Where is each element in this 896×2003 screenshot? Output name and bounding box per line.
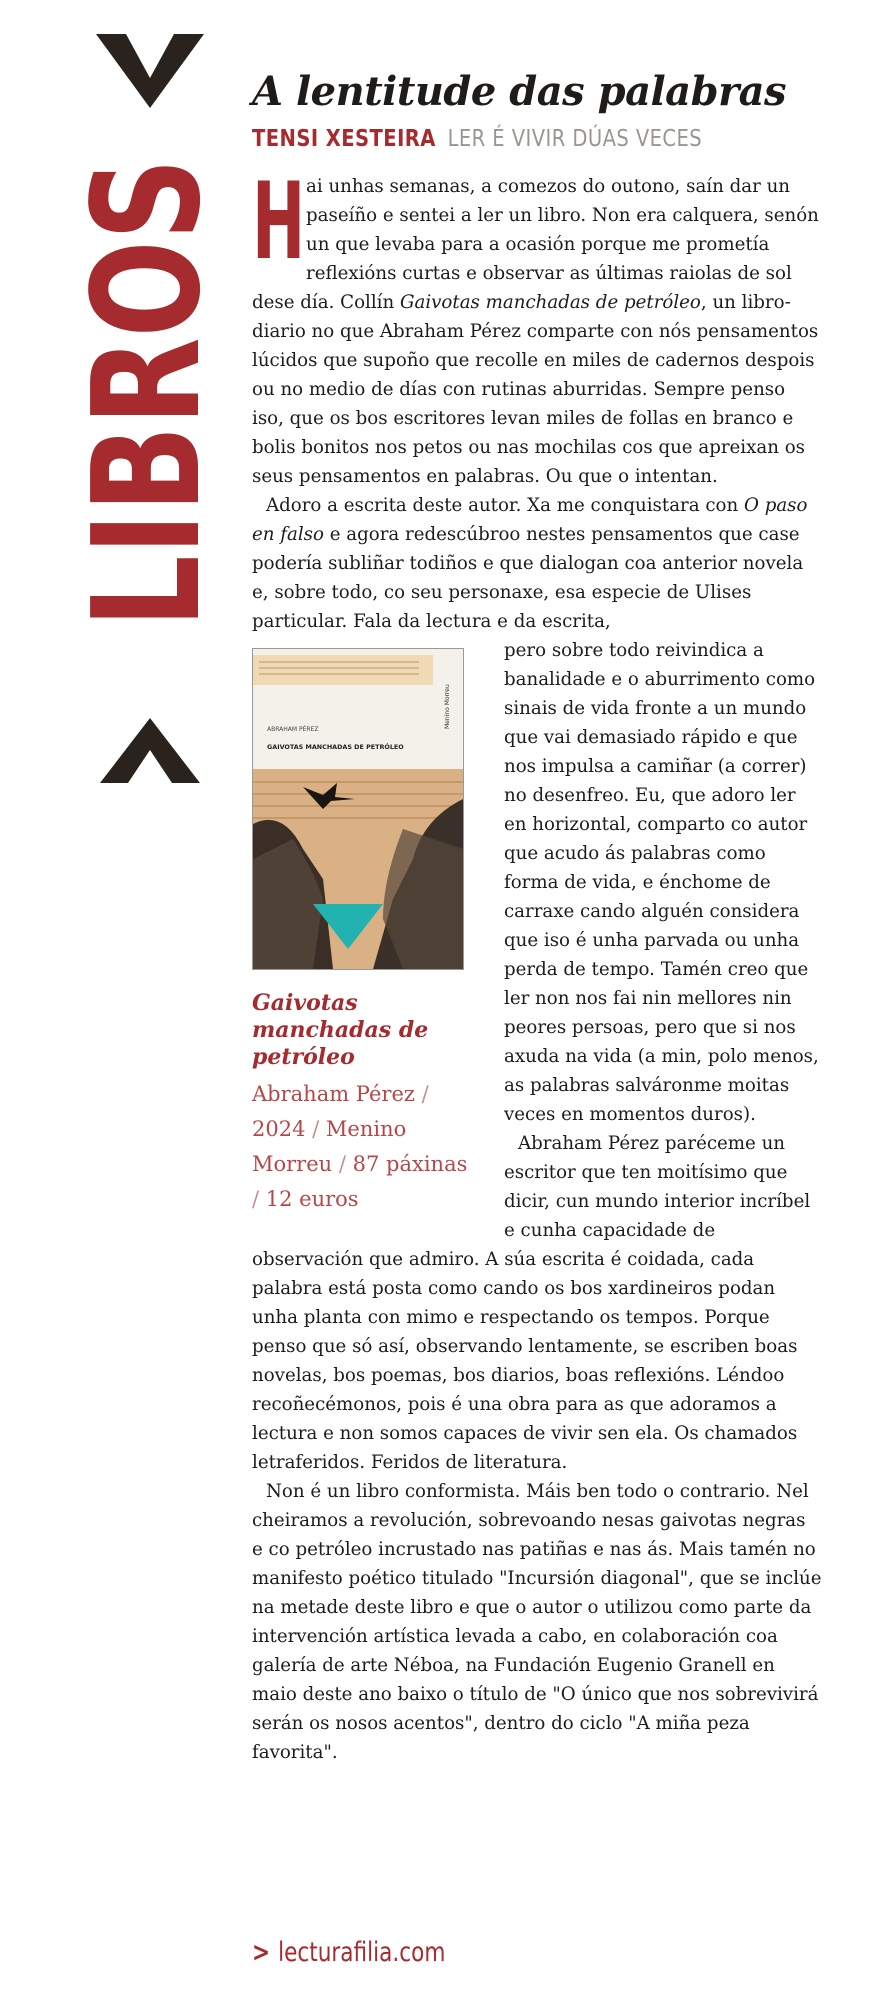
book-price: 12 euros — [265, 1187, 359, 1211]
separator: / — [338, 1152, 353, 1176]
footer-link-text[interactable]: lecturafilia.com — [278, 1937, 446, 1968]
section-label — [61, 19, 233, 808]
chevron-down-icon — [96, 34, 204, 108]
book-details — [252, 1077, 480, 1217]
headline: A lentitude das palabras — [252, 68, 787, 115]
paragraph-2 — [252, 491, 822, 636]
paragraph-1-book-title: Gaivotas manchadas de petróleo — [399, 292, 701, 313]
separator: / — [312, 1117, 326, 1141]
cover-title: GAIVOTAS MANCHADAS DE PETRÓLEO — [267, 743, 404, 751]
cover-author: ABRAHAM PÉREZ — [267, 726, 319, 733]
paragraph-2-continued: pero sobre todo reivindica a banalidade e o aburrimento como sinais de vida fronte a un mundo que vai demasiado rápido e que nos impulsa a camiñar (a correr) no desenfreo. Eu, que adoro ler en horizontal, comparto co autor que acudo ás palabras como forma de vida, e énchome de carraxe cando alguén considera que iso é unha parvada ou unha perda de tempo. Tamén creo que ler non nos fai nin mellores nin peores persoas, pero que si nos axuda na vida (a min, polo menos, as palabras salváronme moitas veces en momentos duros). — [504, 640, 819, 1125]
separator: / — [252, 1187, 266, 1211]
paragraph-2-rest-a: e agora redescúbroo nestes pensamentos que case podería subliñar todiños e que dialogan coa anterior novela e, sobre todo, co seu personaxe, esa especie de Ulises particular. Fala da lectura e da escrita, — [252, 524, 804, 632]
footer-link[interactable] — [252, 1937, 445, 1968]
book-pages: 87 páxinas — [352, 1152, 468, 1176]
drop-cap: H — [252, 160, 306, 283]
paragraph-1-text: ai unhas semanas, a comezos do outono, saín dar un paseíño e sentei a ler un libro. Non era calquera, senón un que levaba para a ocasión porque me prometía reflexións curtas e observar as últimas raiolas de sol dese día. Collín — [252, 176, 819, 313]
book-title: Gaivotas manchadas de petróleo — [252, 990, 429, 1070]
book-sidebar — [252, 648, 480, 1217]
book-year: 2024 — [252, 1117, 306, 1141]
byline — [252, 126, 737, 152]
chevron-up-icon — [100, 718, 200, 783]
paragraph-1-rest: , un libro-diario no que Abraham Pérez comparte con nós pensamentos lúcidos que supoño que recolle en miles de cadernos despois ou no medio de días con rutinas aburridas. Sempre penso iso, que os bos escritores levan miles de follas en branco e bolis bonitos nos petos ou nas mochilas cos que apreixan os seus pensamentos en palabras. Ou que o intentan. — [252, 292, 819, 487]
separator: / — [421, 1082, 429, 1106]
paragraph-4: Non é un libro conformista. Máis ben todo o contrario. Nel cheiramos a revolución, sobrevoando nesas gaivotas negras e co petróleo incrustado nas patiñas e nas ás. Mais tamén no manifesto poético titulado "Incursión diagonal", que se inclúe na metade deste libro e que o autor o utilizou como parte da intervención artística levada a cabo, en colaboración coa galería de arte Néboa, na Fundación Eugenio Granell en maio deste ano baixo o título de "O único que nos sobrevivirá serán os nosos acentos", dentro do ciclo "A miña peza favorita". — [252, 1481, 822, 1763]
book-author: Abraham Pérez — [252, 1082, 415, 1106]
section-label-text: LIBROS — [61, 19, 233, 628]
article — [252, 70, 822, 1767]
arrow-icon: > — [252, 1937, 271, 1968]
article-body — [252, 160, 822, 1767]
paragraph-2-book-title: O paso en falso — [252, 495, 808, 545]
paragraph-2-text: Adoro a escrita deste autor. Xa me conquistara con — [266, 495, 744, 516]
byline-column: LER É VIVIR DÚAS VECES — [447, 126, 703, 152]
paragraph-3: Abraham Pérez paréceme un escritor que ten moitísimo que dicir, cun mundo interior incríbel e cunha capacidade de observación que admiro. A súa escrita é coidada, cada palabra está posta como cando os bos xardineiros podan unha planta con mimo e respectando os tempos. Porque penso que só así, observando lentamente, se escriben boas novelas, bos poemas, bos diarios, boas reflexións. Léndoo recoñecémonos, pois é una obra para as que adoramos a lectura e non somos capaces de vivir sen ela. Os chamados letraferidos. Feridos de literatura. — [252, 1133, 811, 1473]
cover-spine: Menino Morreu — [444, 684, 451, 729]
byline-author: TENSI XESTEIRA — [252, 126, 436, 152]
book-cover — [252, 648, 464, 970]
paragraph-1 — [252, 160, 822, 491]
book-publisher: Menino Morreu — [252, 1117, 407, 1176]
